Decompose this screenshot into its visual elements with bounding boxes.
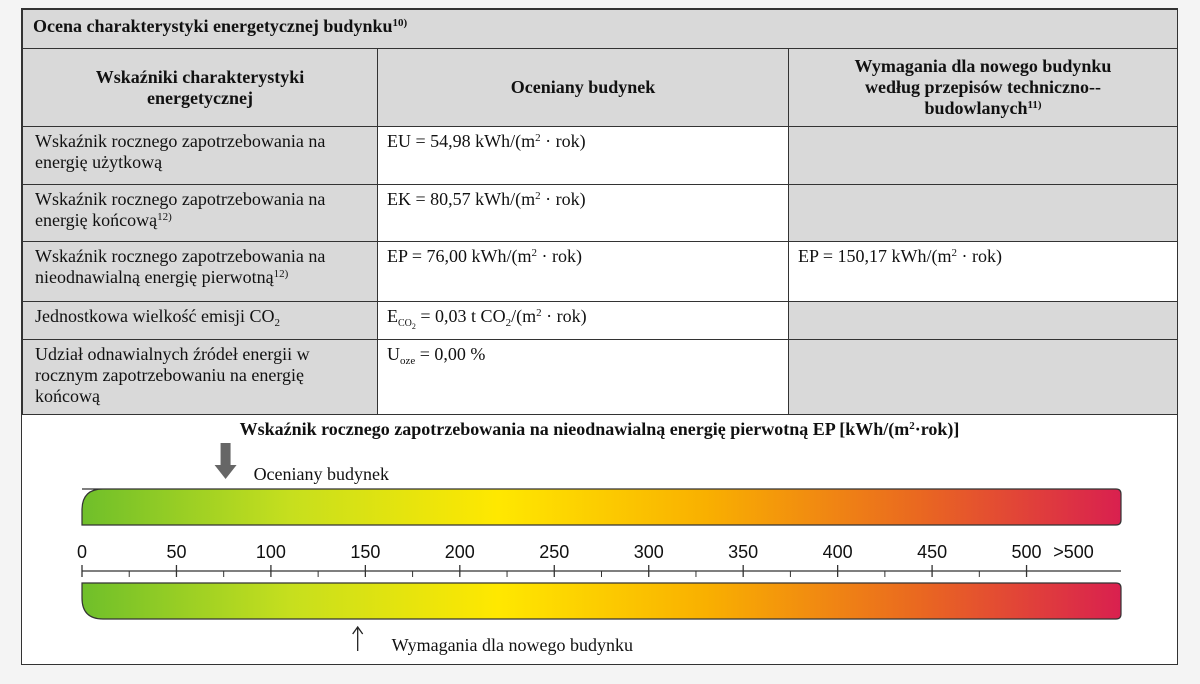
scale-tick-label: 450 xyxy=(917,542,948,562)
requirement-arrow-icon xyxy=(353,627,363,651)
scale-title: Wskaźnik rocznego zapotrzebowania na nieodnawialną energię pierwotną EP $[kWh/(m^2\cdot rok)]$ xyxy=(239,419,960,439)
table-row xyxy=(23,302,1178,340)
row-value: EU = 54,98 kWh/$(m^2 \cdot rok)$ xyxy=(378,127,789,185)
energy-certificate-section xyxy=(21,8,1178,665)
row-requirement xyxy=(789,127,1178,185)
row-label: Wskaźnik rocznego zapotrzebowania na energię użytkową xyxy=(23,127,378,185)
table-row xyxy=(23,185,1178,242)
evaluated-building-arrow-icon xyxy=(215,443,237,479)
evaluated-building-label: Oceniany budynek xyxy=(253,464,390,484)
row-value: $E_{CO_2} = 0,03$ t $CO_2/(m^2 \cdot rok)$ xyxy=(378,302,789,340)
scale-tick-label: 300 xyxy=(633,542,664,562)
row-requirement xyxy=(789,302,1178,340)
scale-bar-bottom xyxy=(82,583,1121,619)
header-indicators: Wskaźniki charakterystyki energetycznej xyxy=(23,49,378,127)
row-label: Wskaźnik rocznego zapotrzebowania na nieodnawialną energię pierwotną$^{12)}$ xyxy=(23,242,378,302)
scale-ticks xyxy=(77,542,1094,577)
scale-tick-label: 250 xyxy=(539,542,570,562)
row-requirement xyxy=(789,340,1178,415)
energy-scale-graphic xyxy=(22,415,1177,665)
header-new-building-requirements: Wymagania dla nowego budynku według przepisów techniczno--budowlanych$^{11)}$ xyxy=(789,49,1178,127)
row-value: EK = 80,57 kWh/$(m^2 \cdot rok)$ xyxy=(378,185,789,242)
header-evaluated-building: Oceniany budynek xyxy=(378,49,789,127)
row-label: Udział odnawialnych źródeł energii w rocznym zapotrzebowaniu na energię końcową xyxy=(23,340,378,415)
row-value: $U_{oze} = 0,00$ % xyxy=(378,340,789,415)
scale-tick-label: 350 xyxy=(728,542,759,562)
scale-bar-top xyxy=(82,489,1121,525)
scale-over-label: >500 xyxy=(1053,542,1094,562)
energy-scale xyxy=(22,415,1177,665)
scale-tick-label: 400 xyxy=(822,542,853,562)
table-row xyxy=(23,127,1178,185)
row-value: EP = 76,00 kWh/$(m^2 \cdot rok)$ xyxy=(378,242,789,302)
scale-tick-label: 100 xyxy=(255,542,286,562)
row-requirement: EP = 150,17 kWh/$(m^2 \cdot rok)$ xyxy=(789,242,1178,302)
requirement-label: Wymagania dla nowego budynku xyxy=(391,635,634,655)
table-title: Ocena charakterystyki energetycznej budynku$^{10)}$ xyxy=(23,10,1178,49)
row-label: Wskaźnik rocznego zapotrzebowania na energię końcową$^{12)}$ xyxy=(23,185,378,242)
scale-tick-label: 50 xyxy=(166,542,187,562)
table-row xyxy=(23,340,1178,415)
scale-tick-label: 200 xyxy=(444,542,475,562)
energy-indicators-table xyxy=(22,9,1178,415)
row-requirement xyxy=(789,185,1178,242)
row-label: Jednostkowa wielkość emisji $CO_2$ xyxy=(23,302,378,340)
scale-tick-label: 0 xyxy=(76,542,88,562)
scale-tick-label: 500 xyxy=(1011,542,1042,562)
scale-tick-label: 150 xyxy=(350,542,381,562)
table-row xyxy=(23,242,1178,302)
